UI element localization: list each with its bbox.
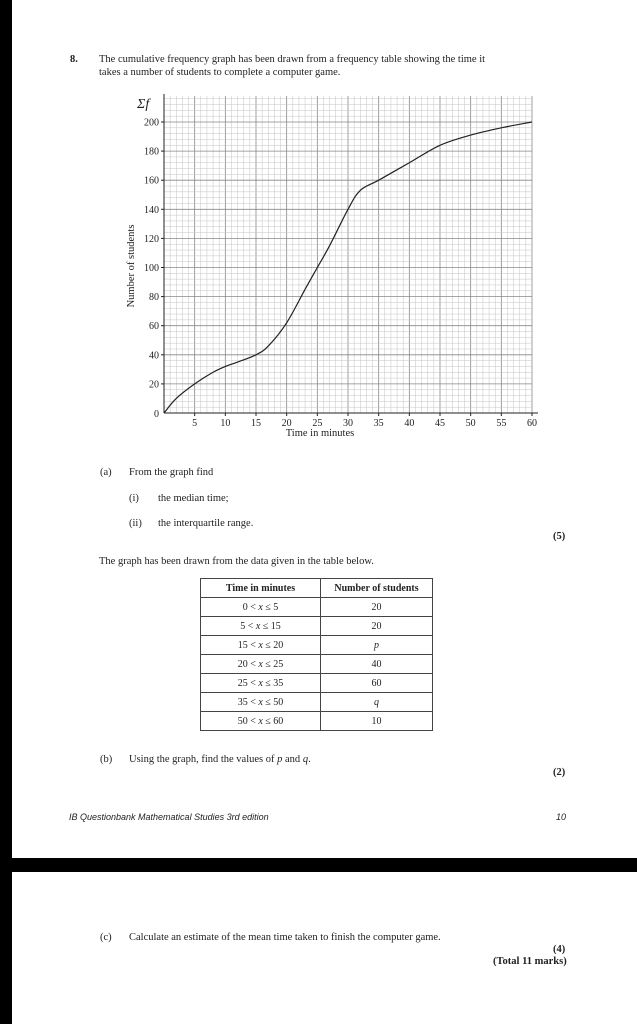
table-cell: 15 < x ≤ 20: [201, 636, 321, 655]
x-tick-label: 35: [373, 418, 384, 429]
chart-axes: [164, 94, 538, 413]
frequency-table: [200, 578, 433, 731]
cumulative-frequency-chart: [107, 88, 547, 448]
part-a-marks: (5): [553, 531, 566, 542]
y-tick-label: 160: [144, 175, 159, 187]
footer-page-number: 10: [556, 812, 567, 822]
table-row: [201, 655, 433, 674]
part-a-ii-label: (ii): [129, 518, 142, 529]
part-a-label: (a): [100, 467, 112, 478]
y-tick-label: 60: [149, 321, 159, 333]
question-intro-line2: takes a number of students to complete a computer game.: [99, 67, 341, 78]
y-axis-label: Number of students: [126, 224, 137, 308]
table-row: [201, 636, 433, 655]
table-row: [201, 693, 433, 712]
y-tick-label: 120: [144, 233, 159, 245]
part-c-marks: (4): [553, 944, 566, 955]
table-cell: 50 < x ≤ 60: [201, 712, 321, 731]
y-tick-label: 180: [144, 146, 159, 158]
y-tick-label: 80: [149, 292, 159, 304]
table-cell: 10: [321, 712, 433, 731]
part-c-text: Calculate an estimate of the mean time taken to finish the computer game.: [129, 932, 441, 943]
y-axis-symbol: Σf: [137, 97, 150, 112]
y-tick-label: 140: [144, 204, 159, 216]
table-cell: 20: [321, 598, 433, 617]
page-1: [12, 0, 637, 858]
footer-source: IB Questionbank Mathematical Studies 3rd edition: [69, 812, 269, 822]
table-cell: q: [321, 693, 433, 712]
x-tick-label: 60: [527, 418, 537, 429]
y-tick-label: 200: [144, 117, 159, 129]
x-tick-label: 30: [343, 418, 353, 429]
table-cell: 0 < x ≤ 5: [201, 598, 321, 617]
x-tick-label: 45: [435, 418, 445, 429]
table-row: [201, 674, 433, 693]
table-cell: 5 < x ≤ 15: [201, 617, 321, 636]
table-row: [201, 617, 433, 636]
table-cell: p: [321, 636, 433, 655]
part-b-text: Using the graph, find the values of p and q.: [129, 754, 311, 765]
part-a-i-text: the median time;: [158, 493, 229, 504]
table-cell: 40: [321, 655, 433, 674]
x-tick-label: 15: [251, 418, 261, 429]
x-tick-label: 50: [465, 418, 476, 429]
x-tick-label: 55: [496, 418, 507, 429]
y-tick-label: 20: [149, 379, 159, 391]
part-b-marks: (2): [553, 767, 566, 778]
table-cell: 35 < x ≤ 50: [201, 693, 321, 712]
table-intro: The graph has been drawn from the data given in the table below.: [99, 556, 374, 567]
x-tick-label: 25: [312, 418, 323, 429]
x-axis-label: Time in minutes: [285, 428, 355, 439]
table-header-cell: Time in minutes: [201, 579, 321, 598]
table-row: [201, 712, 433, 731]
part-c-label: (c): [100, 932, 112, 943]
table-cell: 20 < x ≤ 25: [201, 655, 321, 674]
question-number: 8.: [70, 54, 78, 65]
part-c-total: (Total 11 marks): [493, 956, 567, 967]
x-tick-label: 5: [192, 418, 198, 429]
y-tick-label: 100: [144, 263, 159, 274]
table-header-cell: Number of students: [321, 579, 433, 598]
origin-label: 0: [154, 409, 159, 420]
table-header-row: [201, 579, 433, 598]
part-b-label: (b): [100, 754, 113, 765]
table-cell: 60: [321, 674, 433, 693]
question-intro-line1: The cumulative frequency graph has been drawn from a frequency table showing the time it: [99, 54, 486, 65]
part-a-text: From the graph find: [129, 467, 214, 478]
x-tick-label: 40: [404, 418, 415, 429]
y-tick-label: 40: [149, 350, 159, 362]
part-a-ii-text: the interquartile range.: [158, 518, 254, 529]
chart-grid: [164, 96, 532, 413]
table-row: [201, 598, 433, 617]
page-2: [12, 872, 637, 1024]
table-cell: 25 < x ≤ 35: [201, 674, 321, 693]
x-tick-label: 20: [281, 418, 292, 429]
x-tick-label: 10: [220, 418, 231, 429]
table-cell: 20: [321, 617, 433, 636]
part-a-i-label: (i): [129, 493, 139, 504]
